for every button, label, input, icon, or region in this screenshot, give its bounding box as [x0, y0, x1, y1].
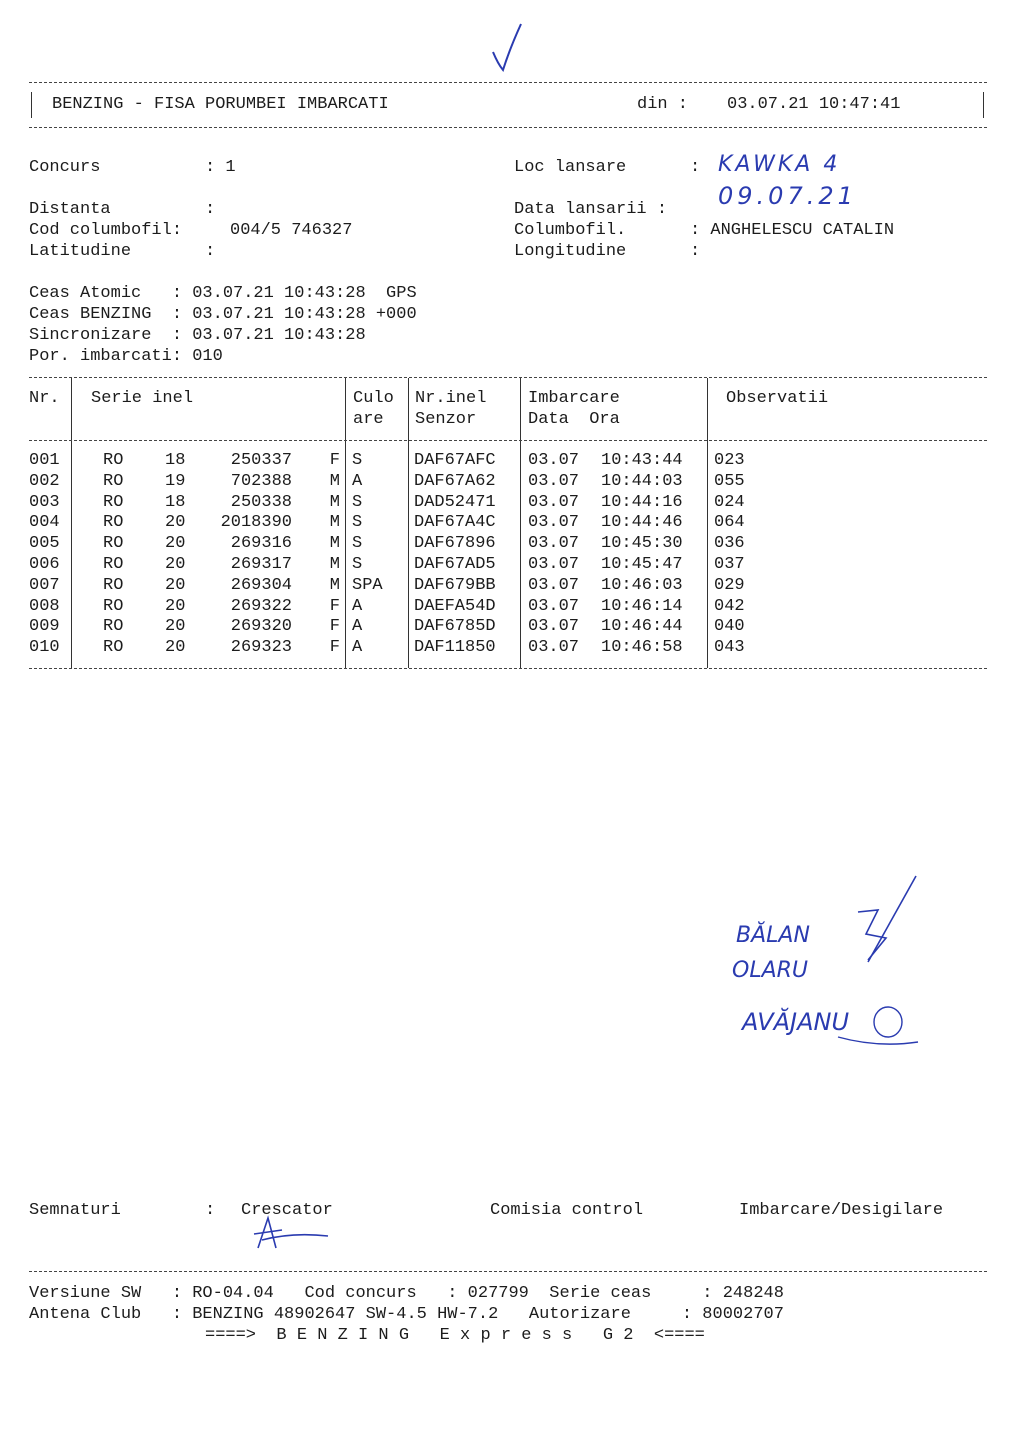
cell-ora: 10:46:58: [601, 638, 683, 658]
cell-senzor: DAF6785D: [414, 617, 496, 637]
col-divider-1: [71, 378, 72, 668]
cell-senzor: DAF67A62: [414, 471, 496, 491]
table-bottom-rule: [29, 668, 987, 669]
longitudine-value: :: [690, 242, 701, 261]
cell-inel: 250337: [230, 451, 292, 470]
columbofil-value: : ANGHELESCU CATALIN: [690, 221, 895, 240]
cell-observatii: 029: [714, 575, 745, 595]
cell-nr: 001: [29, 451, 60, 470]
cell-sex: F: [329, 638, 340, 658]
signature-olaru: OLARU: [732, 958, 809, 983]
cell-observatii: 055: [714, 471, 745, 491]
crescator-signature: [252, 1214, 336, 1254]
cell-an: 18: [165, 492, 186, 512]
cell-data: 03.07: [528, 575, 580, 595]
cell-culoare: S: [352, 451, 363, 470]
th-imbarcare-2: Data Ora: [528, 410, 620, 429]
cell-nr: 004: [29, 513, 60, 533]
cell-culoare: A: [352, 596, 363, 616]
cell-nr: 006: [29, 555, 60, 574]
cell-inel: 702388: [230, 471, 292, 491]
cell-tara: RO: [103, 492, 124, 512]
signature-avajanu: AVĂJANU: [742, 1008, 850, 1036]
cell-data: 03.07: [528, 555, 580, 574]
columbofil-label: Columbofil.: [514, 221, 627, 240]
cell-senzor: DAF67AD5: [414, 555, 496, 574]
cell-ora: 10:45:47: [601, 555, 683, 574]
cell-nr: 010: [29, 638, 60, 658]
concurs-value: : 1: [205, 158, 236, 177]
cell-senzor: DAF67A4C: [414, 513, 496, 533]
th-observatii: Observatii: [726, 389, 829, 408]
footer-line-3: ====> B E N Z I N G E x p r e s s G 2 <====: [205, 1326, 705, 1345]
cell-an: 19: [165, 471, 186, 491]
cell-data: 03.07: [528, 492, 580, 512]
latitudine-label: Latitudine: [29, 242, 132, 261]
cell-data: 03.07: [528, 638, 580, 658]
check-mark-icon: [488, 18, 528, 74]
table-header-rule: [29, 440, 987, 441]
cell-inel: 269322: [230, 596, 292, 616]
distanta-label: Distanta: [29, 200, 111, 219]
longitudine-label: Longitudine: [514, 242, 627, 261]
loc-lansare-handwritten: [718, 146, 898, 180]
cell-inel: 269316: [230, 534, 292, 554]
header-left-border: [31, 92, 32, 118]
cell-data: 03.07: [528, 617, 580, 637]
loc-lansare-label: Loc lansare: [514, 158, 627, 177]
semnaturi-colon: :: [205, 1201, 216, 1220]
table-top-rule: [29, 377, 987, 378]
cell-inel: 269323: [230, 638, 292, 658]
cell-observatii: 064: [714, 513, 745, 533]
cell-data: 03.07: [528, 596, 580, 616]
th-nrinel-2: Senzor: [415, 410, 477, 429]
cell-tara: RO: [103, 513, 124, 533]
cell-ora: 10:43:44: [601, 451, 683, 470]
col-divider-5: [707, 378, 708, 668]
imbarcare-desigilare-label: Imbarcare/Desigilare: [739, 1201, 944, 1220]
committee-signatures: [728, 872, 928, 1052]
cell-nr: 008: [29, 596, 60, 616]
report-title: BENZING - FISA PORUMBEI IMBARCATI: [52, 95, 389, 114]
cell-an: 20: [165, 513, 186, 533]
cell-nr: 002: [29, 471, 60, 491]
cell-observatii: 042: [714, 596, 745, 616]
cell-inel: 269304: [230, 575, 292, 595]
cell-culoare: S: [352, 555, 363, 574]
cell-sex: M: [329, 534, 340, 554]
cell-inel: 269320: [230, 617, 292, 637]
th-culoare-2: are: [353, 410, 384, 429]
cod-columbofil-label: Cod columbofil:: [29, 221, 183, 240]
cell-culoare: SPA: [352, 575, 383, 595]
din-value: 03.07.21 10:47:41: [727, 95, 901, 114]
th-serie-inel: Serie inel: [91, 389, 194, 408]
cell-ora: 10:46:03: [601, 575, 683, 595]
loc-lansare-colon: :: [690, 158, 701, 177]
th-nr: Nr.: [29, 389, 60, 408]
cell-tara: RO: [103, 471, 124, 491]
cell-an: 20: [165, 638, 186, 658]
cell-tara: RO: [103, 617, 124, 637]
cell-inel: 2018390: [220, 513, 292, 533]
sincronizare: Sincronizare : 03.07.21 10:43:28: [29, 326, 366, 345]
footer-line-2: Antena Club : BENZING 48902647 SW-4.5 HW-7.2 Autorizare : 80002707: [29, 1305, 784, 1324]
cell-ora: 10:45:30: [601, 534, 683, 554]
cell-data: 03.07: [528, 513, 580, 533]
cell-sex: M: [329, 575, 340, 595]
cell-culoare: S: [352, 492, 363, 512]
cell-inel: 269317: [230, 555, 292, 574]
data-lansarii-label: Data lansarii :: [514, 200, 668, 219]
cell-culoare: A: [352, 638, 363, 658]
cell-sex: M: [329, 492, 340, 512]
footer-line-1: Versiune SW : RO-04.04 Cod concurs : 027799 Serie ceas : 248248: [29, 1284, 784, 1303]
cell-tara: RO: [103, 575, 124, 595]
cell-tara: RO: [103, 638, 124, 658]
cell-an: 20: [165, 617, 186, 637]
svg-text:09.07.21: 09.07.21: [718, 182, 857, 210]
cod-columbofil-value: 004/5 746327: [230, 221, 353, 240]
signature-balan: BĂLAN: [736, 923, 810, 948]
cell-culoare: S: [352, 534, 363, 554]
cell-senzor: DAF67896: [414, 534, 496, 554]
svg-text:KAWKA 4: KAWKA 4: [718, 152, 841, 177]
cell-nr: 005: [29, 534, 60, 554]
cell-senzor: DAEFA54D: [414, 596, 496, 616]
cell-senzor: DAF67AFC: [414, 451, 496, 470]
cell-sex: F: [329, 451, 340, 470]
cell-sex: M: [329, 555, 340, 574]
ceas-benzing: Ceas BENZING : 03.07.21 10:43:28 +000: [29, 305, 417, 324]
footer-rule: [29, 1271, 987, 1272]
cell-observatii: 023: [714, 451, 745, 470]
col-divider-2: [345, 378, 346, 668]
header-right-border: [983, 92, 984, 118]
cell-sex: M: [329, 513, 340, 533]
cell-ora: 10:44:16: [601, 492, 683, 512]
ceas-atomic: Ceas Atomic : 03.07.21 10:43:28 GPS: [29, 284, 417, 303]
cell-data: 03.07: [528, 534, 580, 554]
col-divider-3: [408, 378, 409, 668]
cell-sex: F: [329, 617, 340, 637]
cell-nr: 003: [29, 492, 60, 512]
comisia-control-label: Comisia control: [490, 1201, 644, 1220]
cell-observatii: 024: [714, 492, 745, 512]
cell-tara: RO: [103, 596, 124, 616]
header-bottom-rule: [29, 127, 987, 128]
crescator-label: Crescator: [241, 1201, 333, 1220]
cell-ora: 10:44:03: [601, 471, 683, 491]
header-top-rule: [29, 82, 987, 83]
cell-observatii: 043: [714, 638, 745, 658]
latitudine-value: :: [205, 242, 216, 261]
cell-observatii: 036: [714, 534, 745, 554]
cell-observatii: 037: [714, 555, 745, 574]
cell-an: 20: [165, 534, 186, 554]
cell-inel: 250338: [230, 492, 292, 512]
cell-an: 20: [165, 555, 186, 574]
cell-senzor: DAD52471: [414, 492, 496, 512]
cell-tara: RO: [103, 534, 124, 554]
cell-an: 18: [165, 451, 186, 470]
cell-culoare: A: [352, 471, 363, 491]
cell-senzor: DAF11850: [414, 638, 496, 658]
th-imbarcare-1: Imbarcare: [528, 389, 620, 408]
th-culoare-1: Culo: [353, 389, 394, 408]
cell-an: 20: [165, 575, 186, 595]
th-nrinel-1: Nr.inel: [415, 389, 487, 408]
cell-sex: F: [329, 596, 340, 616]
cell-data: 03.07: [528, 451, 580, 470]
cell-nr: 009: [29, 617, 60, 637]
col-divider-4: [520, 378, 521, 668]
cell-culoare: A: [352, 617, 363, 637]
din-label: din :: [637, 95, 689, 114]
cell-senzor: DAF679BB: [414, 575, 496, 595]
cell-nr: 007: [29, 575, 60, 595]
cell-data: 03.07: [528, 471, 580, 491]
cell-an: 20: [165, 596, 186, 616]
distanta-value: :: [205, 200, 216, 219]
cell-sex: M: [329, 471, 340, 491]
cell-observatii: 040: [714, 617, 745, 637]
cell-tara: RO: [103, 451, 124, 470]
cell-ora: 10:46:44: [601, 617, 683, 637]
porumbei-imbarcati: Por. imbarcati: 010: [29, 347, 223, 366]
cell-ora: 10:44:46: [601, 513, 683, 533]
cell-culoare: S: [352, 513, 363, 533]
cell-tara: RO: [103, 555, 124, 574]
data-lansarii-handwritten: [718, 178, 908, 214]
cell-ora: 10:46:14: [601, 596, 683, 616]
semnaturi-label: Semnaturi: [29, 1201, 121, 1220]
concurs-label: Concurs: [29, 158, 101, 177]
